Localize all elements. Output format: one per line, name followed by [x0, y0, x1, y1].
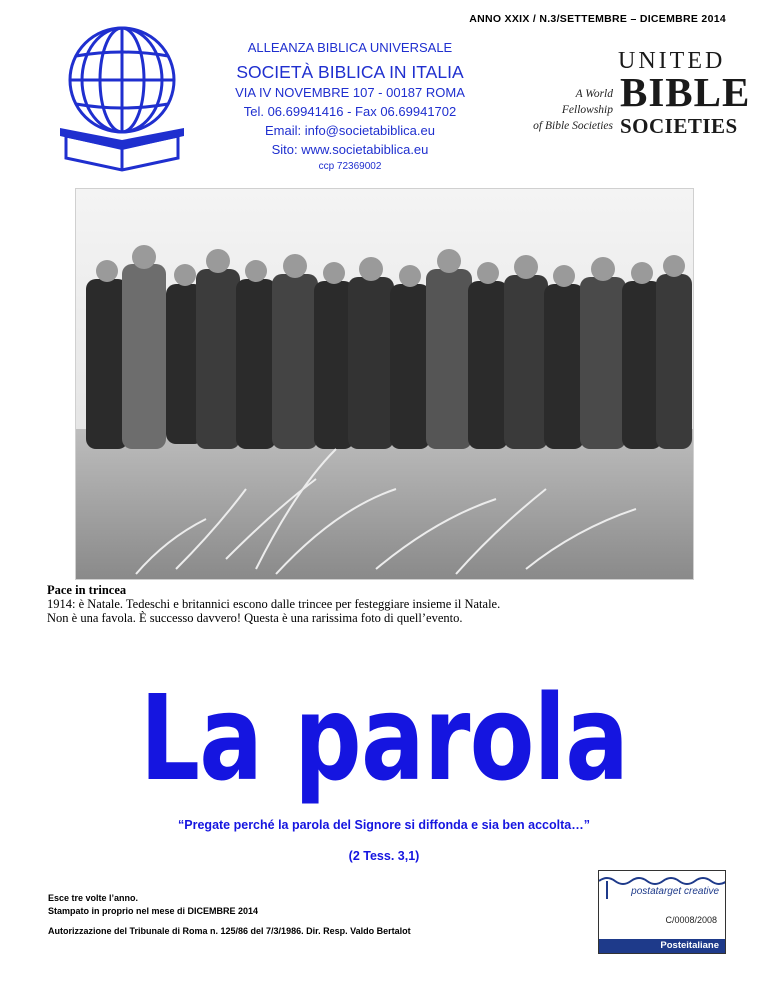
ubs-bible: BIBLE	[620, 69, 751, 115]
society-name: SOCIETÀ BIBLICA IN ITALIA	[236, 62, 464, 82]
christmas-truce-photo	[75, 188, 694, 580]
address: VIA IV NOVEMBRE 107 - 00187 ROMA	[235, 85, 465, 100]
masthead-title: La parola	[139, 669, 629, 807]
postage-service: postatarget creative	[631, 886, 719, 897]
scripture-reference: (2 Tess. 3,1)	[348, 849, 420, 863]
ubs-united: UNITED	[618, 48, 726, 74]
issue-line: ANNO XXIX / N.3/SETTEMBRE – DICEMBRE 2014	[469, 13, 726, 25]
scripture-quote: “Pregate perché la parola del Signore si diffonda e sia ben accolta…”	[178, 818, 590, 832]
photo-caption	[47, 583, 500, 625]
ccp-number: ccp 72369002	[318, 161, 382, 172]
printed-date: Stampato in proprio nel mese di DICEMBRE 2014	[48, 906, 259, 916]
email[interactable]: Email: info@societabiblica.eu	[264, 123, 435, 138]
ubs-tagline-2: Fellowship	[561, 104, 613, 116]
frequency: Esce tre volte l’anno.	[48, 893, 139, 903]
ubs-tagline-1: A World	[575, 88, 613, 100]
photo-image	[76, 189, 693, 579]
ubs-societies: SOCIETIES	[620, 114, 738, 138]
ubs-logo	[525, 48, 751, 148]
website[interactable]: Sito: www.societabiblica.eu	[271, 142, 429, 157]
postage-stamp	[598, 870, 726, 954]
authorization-line: Autorizzazione del Tribunale di Roma n. 125/86 del 7/3/1986. Dir. Resp. Valdo Bertalot	[48, 926, 411, 936]
alliance-name: ALLEANZA BIBLICA UNIVERSALE	[247, 40, 453, 55]
postage-code: C/0008/2008	[665, 915, 717, 925]
caption-line-2: Non è una favola. È successo davvero! Questa è una rarissima foto di quell’evento.	[47, 611, 463, 625]
poste-bar	[599, 939, 725, 953]
poste-brand: Posteitaliane	[660, 940, 719, 951]
caption-title: Pace in trincea	[47, 583, 127, 597]
phone-fax: Tel. 06.69941416 - Fax 06.69941702	[243, 104, 457, 119]
caption-line-1: 1914: è Natale. Tedeschi e britannici escono dalle trincee per festeggiare insieme il Natale.	[47, 597, 501, 611]
organization-block	[205, 40, 495, 175]
ubs-tagline-3: of Bible Societies	[533, 120, 613, 132]
globe-book-logo-icon	[52, 18, 192, 178]
publication-info	[48, 892, 258, 918]
ubs-tagline	[525, 86, 613, 134]
